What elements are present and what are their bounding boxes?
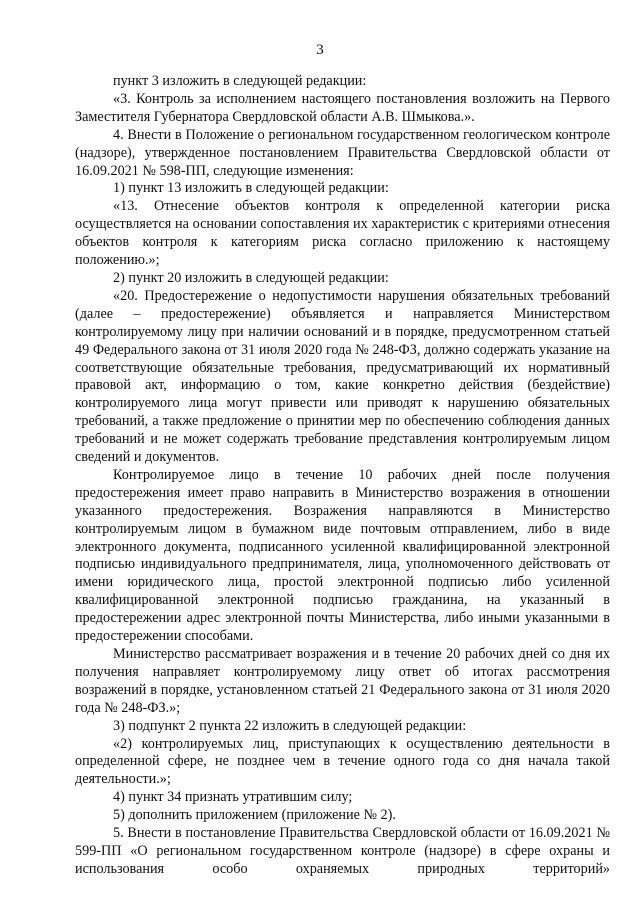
paragraph: Контролируемое лицо в течение 10 рабочих дней после получения предостережения имеет право направить в Министерство возражения в отношении указанного предостережения. Возражения направляются в Министерство контролируемым лицом в бумажном виде почтовым отправлением, либо в виде электронного документа, подписанного усиленной квалифицированной электронной подписью индивидуального предпринимателя, лица, уполномоченного действовать от имени юридического лица, простой электронной подписью либо усиленной квалифицированной электронной подписью гражданина, на указанный в предостережении адрес электронной почты Министерства, либо иными указанными в предостережении способами. (75, 466, 610, 645)
paragraph: 1) пункт 13 изложить в следующей редакции: (113, 180, 389, 197)
document-body (75, 73, 610, 879)
paragraph: Министерство рассматривает возражения и в течение 20 рабочих дней со дня их получения направляет контролируемому лицу ответ об итогах рассмотрения возражений в порядке, установленном статьей 21 Федерального закона от 31 июля 2020 года № 248-ФЗ.»; (75, 646, 610, 716)
paragraph: 4) пункт 34 признать утратившим силу; (113, 789, 353, 806)
paragraph: «13. Отнесение объектов контроля к определенной категории риска осуществляется на основании сопоставления их характеристик с критериями отнесения объектов контроля к категориям риска согласно приложению к настоящему положению.»; (75, 198, 610, 269)
paragraph: 5) дополнить приложением (приложение № 2). (113, 807, 396, 824)
paragraph: 5. Внести в постановление Правительства Свердловской области от 16.09.2021 № 599-ПП «О региональном государственном контроле (надзоре) в сфере охраны и использования особо охраняемых природных территорий» (75, 825, 610, 877)
paragraph: «3. Контроль за исполнением настоящего постановления возложить на Первого Заместителя Губернатора Свердловской области А.В. Шмыкова.». (75, 90, 610, 125)
paragraph: 4. Внести в Положение о региональном государственном геологическом контроле (надзоре), утвержденное постановлением Правительства Свердловской области от 16.09.2021 № 598-ПП, следующие изменения: (75, 126, 610, 179)
paragraph: «2) контролируемых лиц, приступающих к осуществлению деятельности в определенной сфере, не позднее чем в течение одного года со дня начала такой деятельности.»; (75, 735, 610, 788)
paragraph: «20. Предостережение о недопустимости нарушения обязательных требований (далее – предостережение) объявляется и направляется Министерством контролируемому лицу при наличии оснований и в порядке, предусмотренном статьей 49 Федерального закона от 31 июля 2020 года № 248-ФЗ, должно содержать указание на соответствующие обязательные требования, предусматривающий их нормативный правовой акт, информацию о том, какие конкретно действия (бездействие) контролируемого лица могут привести или приводят к нарушению обязательных требований, а также предложение о принятии мер по обеспечению соблюдения данных требований и не может содержать требование представления контролируемым лицом сведений и документов. (75, 287, 610, 466)
paragraph: 2) пункт 20 изложить в следующей редакции: (113, 269, 389, 286)
page-number: 3 (316, 42, 324, 58)
paragraph: 3) подпункт 2 пункта 22 изложить в следующей редакции: (113, 717, 467, 734)
paragraph: пункт 3 изложить в следующей редакции: (113, 73, 367, 89)
